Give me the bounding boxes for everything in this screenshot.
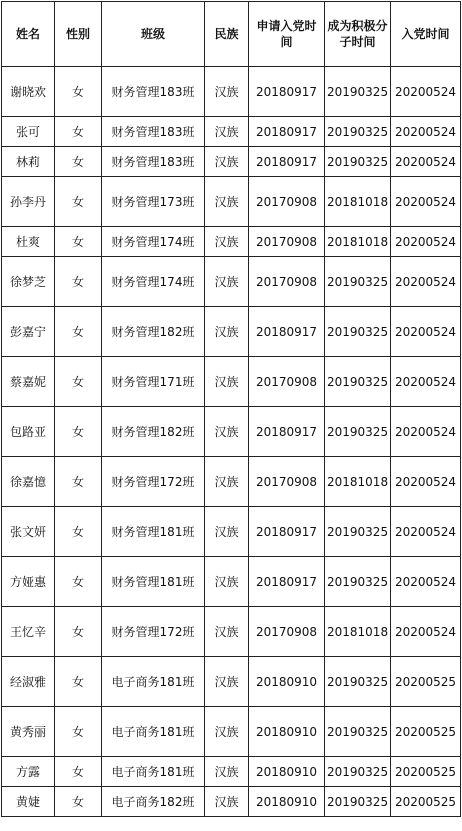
cell-class: 财务管理181班 [102,507,205,557]
table-row [2,757,461,787]
cell-class: 财务管理172班 [102,607,205,657]
table-row [2,657,461,707]
cell-activist-date: 20190325 [325,657,391,707]
cell-gender: 女 [55,457,102,507]
cell-activist-date: 20190325 [325,67,391,117]
cell-apply-date: 20170908 [249,257,325,307]
cell-ethnicity: 汉族 [205,707,249,757]
cell-class: 财务管理183班 [102,147,205,177]
cell-apply-date: 20170908 [249,177,325,227]
cell-activist-date: 20190325 [325,357,391,407]
cell-join-date: 20200525 [391,657,461,707]
cell-name: 方露 [2,757,55,787]
cell-gender: 女 [55,307,102,357]
header-join-date: 入党时间 [391,2,461,67]
cell-ethnicity: 汉族 [205,67,249,117]
table-row [2,457,461,507]
table-row [2,607,461,657]
cell-apply-date: 20180917 [249,147,325,177]
table-row [2,357,461,407]
cell-ethnicity: 汉族 [205,357,249,407]
cell-apply-date: 20180917 [249,67,325,117]
cell-activist-date: 20190325 [325,557,391,607]
cell-join-date: 20200524 [391,67,461,117]
cell-name: 林莉 [2,147,55,177]
party-member-table [1,1,461,817]
cell-apply-date: 20170908 [249,457,325,507]
cell-gender: 女 [55,407,102,457]
cell-join-date: 20200524 [391,407,461,457]
cell-class: 财务管理174班 [102,227,205,257]
cell-ethnicity: 汉族 [205,117,249,147]
cell-join-date: 20200524 [391,227,461,257]
cell-class: 财务管理174班 [102,257,205,307]
cell-gender: 女 [55,67,102,117]
cell-class: 电子商务181班 [102,707,205,757]
cell-join-date: 20200524 [391,457,461,507]
cell-name: 张文妍 [2,507,55,557]
cell-gender: 女 [55,787,102,817]
cell-apply-date: 20180917 [249,507,325,557]
cell-activist-date: 20190325 [325,257,391,307]
cell-join-date: 20200524 [391,357,461,407]
cell-class: 财务管理182班 [102,307,205,357]
cell-gender: 女 [55,177,102,227]
cell-class: 财务管理183班 [102,67,205,117]
cell-join-date: 20200524 [391,177,461,227]
cell-apply-date: 20170908 [249,227,325,257]
cell-activist-date: 20190325 [325,507,391,557]
cell-apply-date: 20180910 [249,707,325,757]
cell-gender: 女 [55,257,102,307]
table-row [2,67,461,117]
cell-activist-date: 20181018 [325,607,391,657]
table-row [2,177,461,227]
cell-ethnicity: 汉族 [205,407,249,457]
table-row [2,707,461,757]
table-header-row [2,2,461,67]
cell-activist-date: 20181018 [325,457,391,507]
cell-apply-date: 20180910 [249,757,325,787]
header-name: 姓名 [2,2,55,67]
cell-gender: 女 [55,117,102,147]
header-class: 班级 [102,2,205,67]
cell-name: 方娅惠 [2,557,55,607]
cell-ethnicity: 汉族 [205,557,249,607]
cell-name: 黄婕 [2,787,55,817]
cell-activist-date: 20181018 [325,227,391,257]
cell-join-date: 20200524 [391,307,461,357]
cell-class: 财务管理183班 [102,117,205,147]
table-row [2,557,461,607]
table-row [2,227,461,257]
table-row [2,507,461,557]
cell-class: 财务管理181班 [102,557,205,607]
cell-name: 张可 [2,117,55,147]
cell-name: 杜爽 [2,227,55,257]
cell-ethnicity: 汉族 [205,787,249,817]
cell-class: 财务管理172班 [102,457,205,507]
cell-ethnicity: 汉族 [205,457,249,507]
cell-join-date: 20200524 [391,257,461,307]
cell-gender: 女 [55,657,102,707]
cell-ethnicity: 汉族 [205,657,249,707]
table-row [2,117,461,147]
cell-activist-date: 20190325 [325,787,391,817]
cell-class: 电子商务182班 [102,787,205,817]
cell-apply-date: 20170908 [249,357,325,407]
cell-join-date: 20200524 [391,607,461,657]
cell-class: 电子商务181班 [102,757,205,787]
cell-apply-date: 20180910 [249,657,325,707]
cell-activist-date: 20190325 [325,407,391,457]
cell-class: 财务管理182班 [102,407,205,457]
table-row [2,257,461,307]
table-body [2,67,461,817]
cell-gender: 女 [55,227,102,257]
cell-name: 蔡嘉妮 [2,357,55,407]
cell-ethnicity: 汉族 [205,607,249,657]
cell-activist-date: 20190325 [325,117,391,147]
cell-ethnicity: 汉族 [205,147,249,177]
cell-join-date: 20200524 [391,507,461,557]
cell-activist-date: 20190325 [325,757,391,787]
table-row [2,147,461,177]
cell-activist-date: 20190325 [325,147,391,177]
cell-join-date: 20200525 [391,707,461,757]
cell-name: 徐梦芝 [2,257,55,307]
cell-join-date: 20200524 [391,117,461,147]
cell-apply-date: 20180917 [249,557,325,607]
table-row [2,787,461,817]
cell-gender: 女 [55,557,102,607]
cell-name: 黄秀丽 [2,707,55,757]
table-row [2,307,461,357]
cell-name: 彭嘉宁 [2,307,55,357]
cell-gender: 女 [55,757,102,787]
cell-join-date: 20200524 [391,147,461,177]
cell-ethnicity: 汉族 [205,257,249,307]
cell-name: 包路亚 [2,407,55,457]
cell-ethnicity: 汉族 [205,507,249,557]
cell-class: 财务管理173班 [102,177,205,227]
cell-gender: 女 [55,357,102,407]
header-activist-date: 成为积极分子时间 [325,2,391,67]
cell-name: 谢晓欢 [2,67,55,117]
cell-name: 徐嘉憶 [2,457,55,507]
cell-ethnicity: 汉族 [205,757,249,787]
header-ethnicity: 民族 [205,2,249,67]
cell-gender: 女 [55,507,102,557]
cell-gender: 女 [55,707,102,757]
cell-ethnicity: 汉族 [205,227,249,257]
cell-apply-date: 20180910 [249,787,325,817]
cell-gender: 女 [55,147,102,177]
cell-class: 财务管理171班 [102,357,205,407]
cell-apply-date: 20180917 [249,407,325,457]
cell-ethnicity: 汉族 [205,307,249,357]
cell-join-date: 20200525 [391,757,461,787]
table-row [2,407,461,457]
header-apply-date: 申请入党时间 [249,2,325,67]
cell-apply-date: 20180917 [249,307,325,357]
cell-join-date: 20200524 [391,557,461,607]
cell-ethnicity: 汉族 [205,177,249,227]
cell-gender: 女 [55,607,102,657]
cell-activist-date: 20181018 [325,177,391,227]
cell-name: 王忆辛 [2,607,55,657]
header-gender: 性别 [55,2,102,67]
cell-apply-date: 20170908 [249,607,325,657]
cell-activist-date: 20190325 [325,707,391,757]
cell-join-date: 20200525 [391,787,461,817]
cell-class: 电子商务181班 [102,657,205,707]
cell-apply-date: 20180917 [249,117,325,147]
cell-activist-date: 20190325 [325,307,391,357]
cell-name: 经淑雅 [2,657,55,707]
cell-name: 孙李丹 [2,177,55,227]
